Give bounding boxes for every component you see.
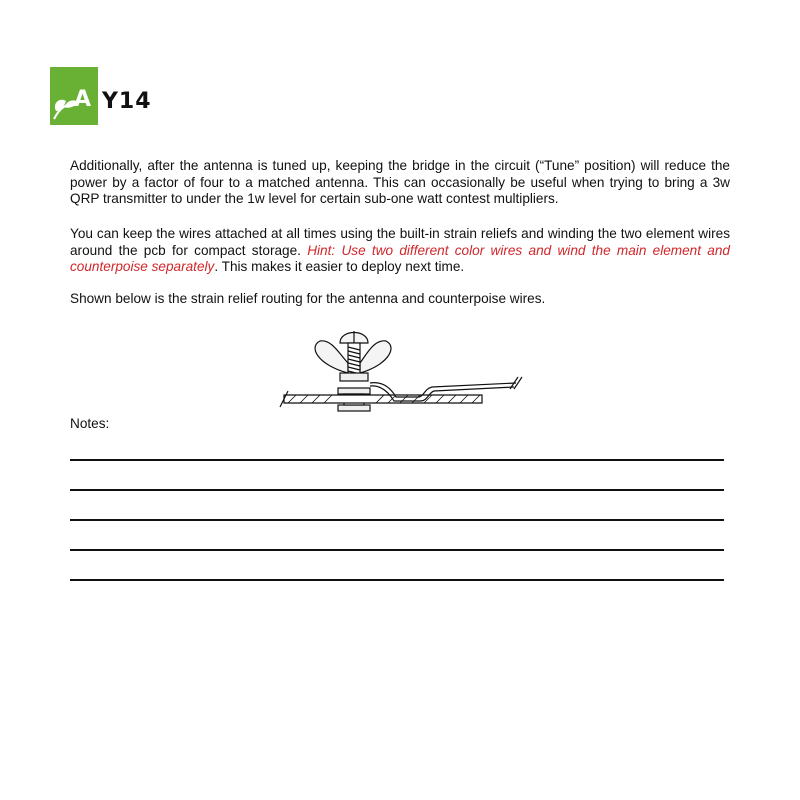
paragraph-wire-storage-text: You can keep the wires attached at all times using the built-in strain reliefs and winding the two element wires around the pcb for compact storage. — [70, 226, 730, 258]
hint-text: Hint: Use two different color wires and wind the main element and counterpoise separately — [70, 242, 730, 275]
note-line — [70, 549, 724, 551]
notes-label: Notes: — [70, 416, 110, 431]
note-line — [70, 579, 724, 581]
paragraph-strain-relief: Shown below is the strain relief routing for the antenna and counterpoise wires. — [70, 291, 546, 306]
brand-logo — [50, 67, 152, 126]
strain-relief-diagram — [278, 325, 524, 421]
note-line — [70, 459, 724, 461]
note-line — [70, 519, 724, 521]
note-line — [70, 489, 724, 491]
paragraph-wire-storage-end: . This makes it easier to deploy next time. — [214, 259, 465, 275]
logo-text: Y14 — [102, 89, 152, 114]
paragraph-tune-position: Additionally, after the antenna is tuned up, keeping the bridge in the circuit (“Tune” position) will reduce the power by a factor of four to a matched antenna. This can occasionally be useful when trying to bring a 3w QRP transmitter to under the 1w level for certain sub-one watt contest multipliers. — [70, 158, 730, 207]
logo-letter: A — [74, 87, 92, 112]
paragraph-wire-storage — [70, 226, 730, 276]
